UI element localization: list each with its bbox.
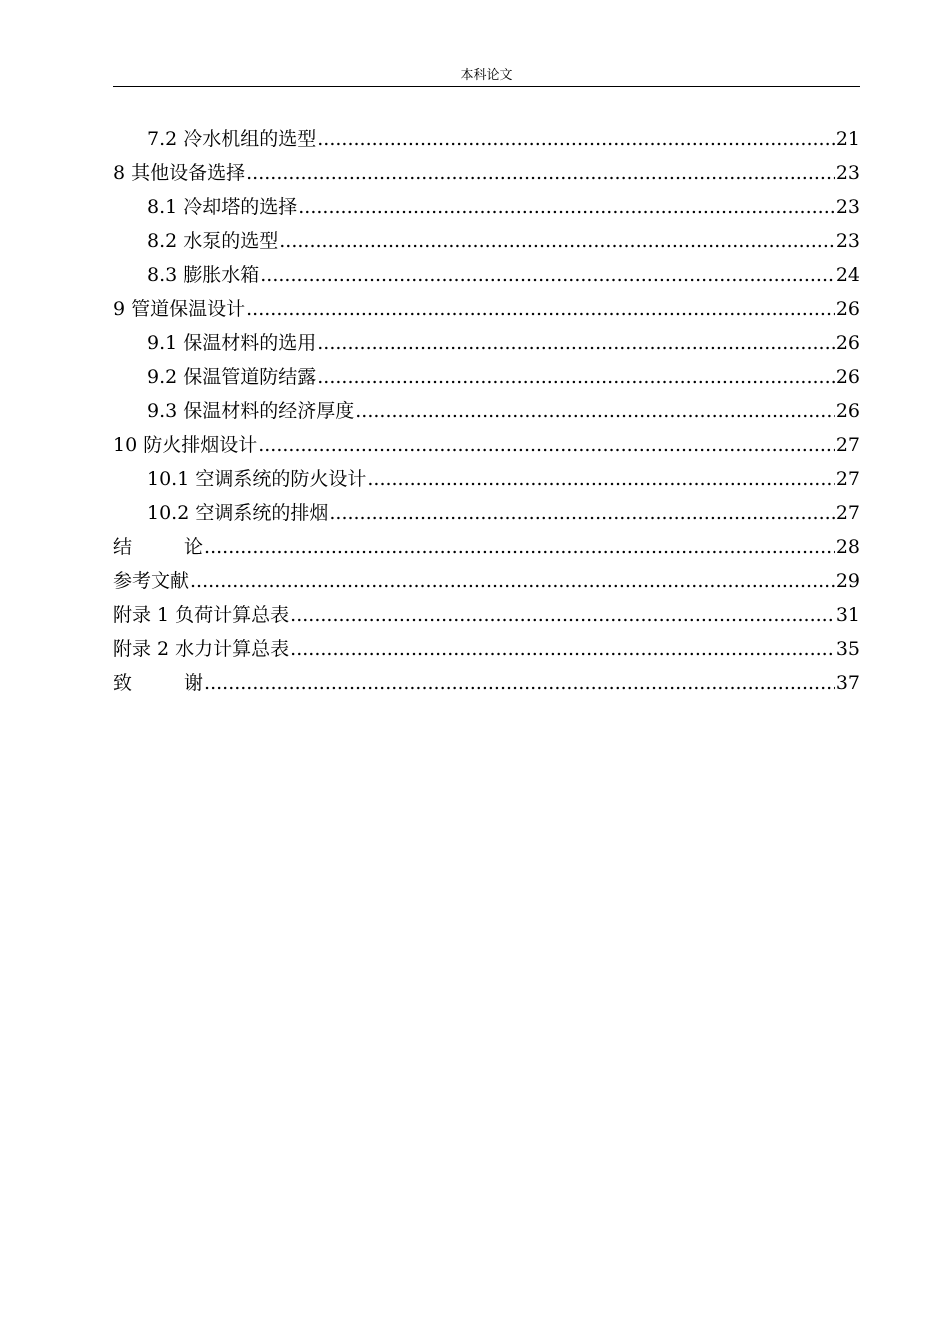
toc-title-char: 致 — [113, 672, 133, 694]
toc-entry-title — [113, 530, 203, 564]
toc-entry[interactable] — [113, 258, 860, 292]
toc-entry-page: 23 — [835, 196, 860, 218]
toc-entry[interactable] — [113, 360, 860, 394]
toc-entry-page: 37 — [835, 672, 860, 694]
table-of-contents — [113, 122, 860, 700]
toc-entry-page: 26 — [835, 400, 860, 422]
toc-entry-title: 10.2 空调系统的排烟 — [147, 502, 329, 524]
toc-entry-page: 28 — [835, 536, 860, 558]
toc-dot-leader — [355, 394, 835, 428]
toc-entry[interactable] — [113, 122, 860, 156]
toc-dot-leader — [298, 190, 835, 224]
toc-entry-title: 8.2 水泵的选型 — [147, 230, 279, 252]
header-title: 本科论文 — [460, 68, 513, 83]
toc-entry[interactable] — [113, 224, 860, 258]
toc-entry-title: 8 其他设备选择 — [113, 162, 246, 184]
toc-dot-leader — [317, 326, 835, 360]
toc-dot-leader — [290, 632, 835, 666]
toc-title-char: 论 — [184, 536, 204, 558]
toc-entry-page: 21 — [835, 128, 860, 150]
toc-dot-leader — [279, 224, 835, 258]
toc-dot-leader — [290, 598, 835, 632]
toc-entry-title — [113, 666, 203, 700]
toc-entry-title: 附录 2 水力计算总表 — [113, 638, 290, 660]
page-header — [113, 64, 860, 87]
toc-entry-page: 24 — [835, 264, 860, 286]
toc-entry-title: 9.3 保温材料的经济厚度 — [147, 400, 355, 422]
toc-entry[interactable] — [113, 428, 860, 462]
toc-entry-page: 27 — [835, 502, 860, 524]
toc-entry[interactable] — [113, 190, 860, 224]
toc-entry[interactable] — [113, 326, 860, 360]
toc-title-char: 结 — [113, 536, 133, 558]
toc-dot-leader — [204, 666, 835, 700]
toc-entry-page: 26 — [835, 366, 860, 388]
toc-entry[interactable] — [113, 394, 860, 428]
toc-entry-page: 23 — [835, 162, 860, 184]
toc-entry-title: 10.1 空调系统的防火设计 — [147, 468, 367, 490]
toc-dot-leader — [260, 258, 835, 292]
toc-dot-leader — [204, 530, 835, 564]
toc-entry-page: 26 — [835, 298, 860, 320]
toc-entry-page: 29 — [835, 570, 860, 592]
toc-entry-acknowledgements[interactable] — [113, 666, 860, 700]
toc-title-char: 谢 — [184, 672, 204, 694]
toc-entry-page: 35 — [835, 638, 860, 660]
toc-entry-page: 27 — [835, 468, 860, 490]
toc-dot-leader — [190, 564, 835, 598]
toc-dot-leader — [329, 496, 834, 530]
toc-entry[interactable] — [113, 496, 860, 530]
toc-entry-page: 26 — [835, 332, 860, 354]
toc-dot-leader — [246, 156, 835, 190]
toc-entry[interactable] — [113, 292, 860, 326]
toc-entry[interactable] — [113, 462, 860, 496]
toc-entry-title: 8.3 膨胀水箱 — [147, 264, 260, 286]
toc-dot-leader — [258, 428, 835, 462]
toc-entry-page: 31 — [835, 604, 860, 626]
toc-dot-leader — [246, 292, 835, 326]
toc-entry-title: 8.1 冷却塔的选择 — [147, 196, 298, 218]
toc-entry-title: 7.2 冷水机组的选型 — [147, 128, 317, 150]
toc-entry-page: 23 — [835, 230, 860, 252]
toc-entry-title: 9.2 保温管道防结露 — [147, 366, 317, 388]
toc-entry[interactable] — [113, 156, 860, 190]
toc-entry-title: 9 管道保温设计 — [113, 298, 246, 320]
toc-entry-conclusion[interactable] — [113, 530, 860, 564]
toc-entry[interactable] — [113, 632, 860, 666]
toc-dot-leader — [317, 360, 835, 394]
toc-entry-page: 27 — [835, 434, 860, 456]
toc-entry-title: 参考文献 — [113, 570, 190, 592]
toc-entry-title: 10 防火排烟设计 — [113, 434, 258, 456]
toc-entry-title: 附录 1 负荷计算总表 — [113, 604, 290, 626]
toc-dot-leader — [367, 462, 834, 496]
toc-entry-title: 9.1 保温材料的选用 — [147, 332, 317, 354]
toc-entry[interactable] — [113, 564, 860, 598]
toc-dot-leader — [317, 122, 835, 156]
toc-entry[interactable] — [113, 598, 860, 632]
